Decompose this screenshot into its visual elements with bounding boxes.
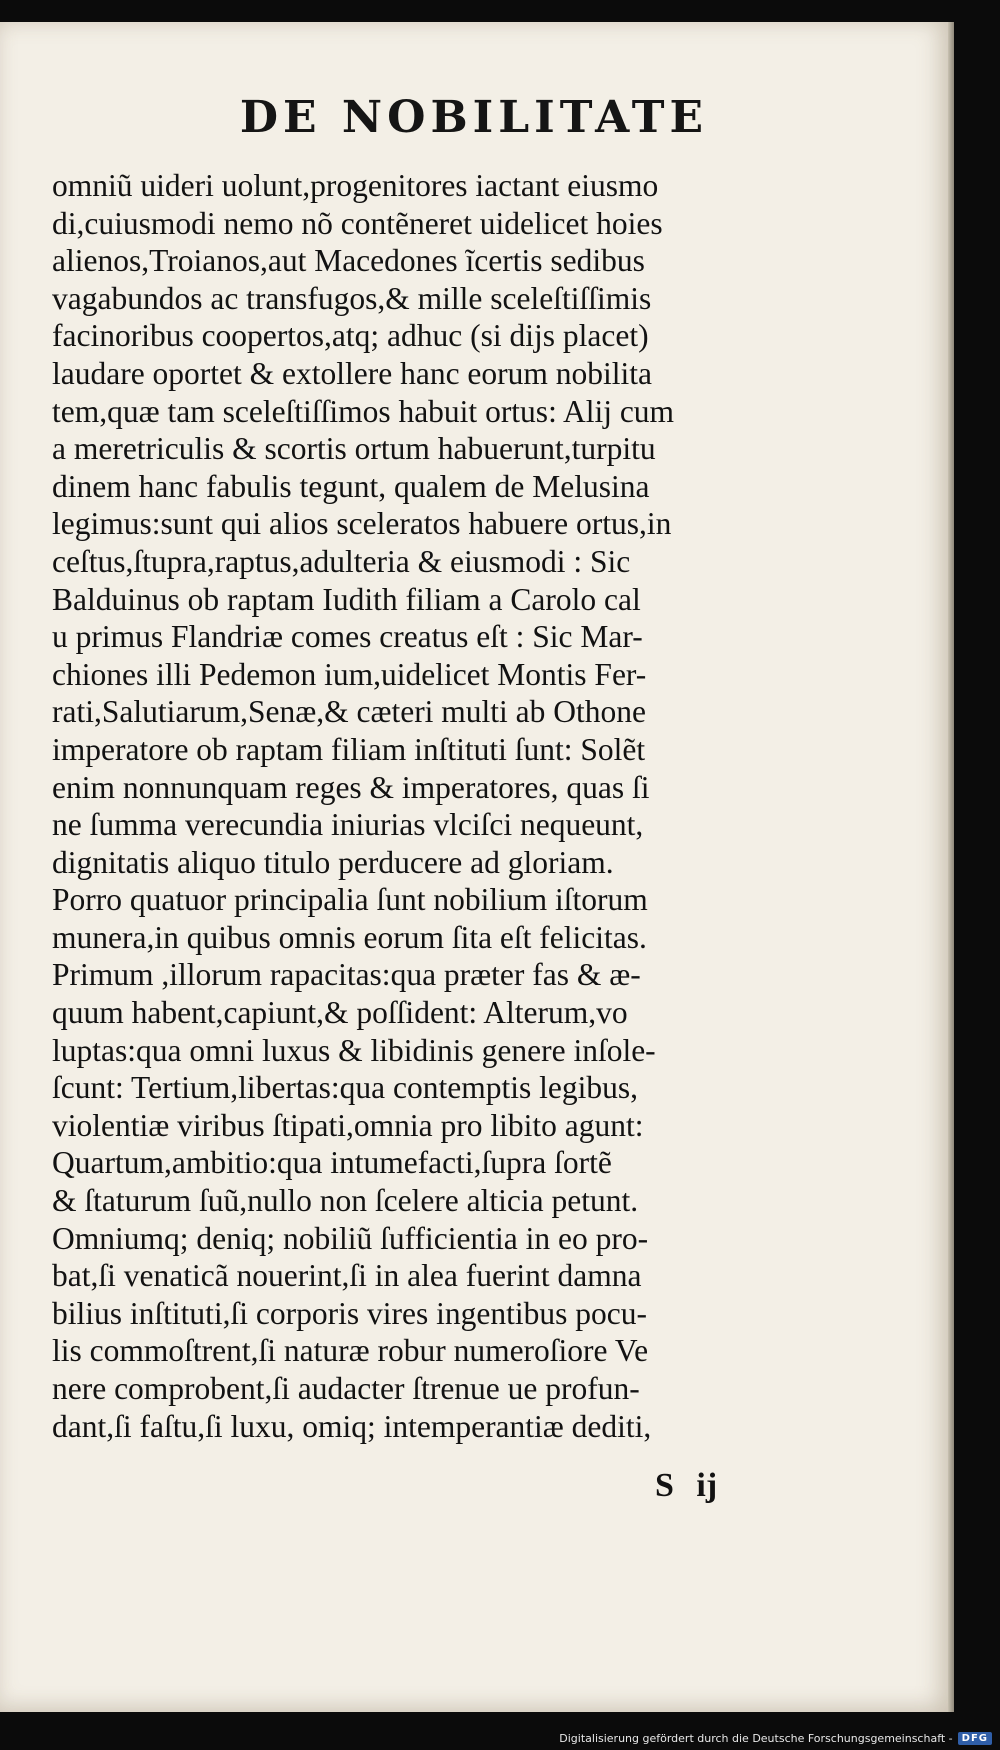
text-line: Omniumq; deniq; nobiliũ ſufficientia in eo pro- [52, 1220, 649, 1256]
text-line: luptas:qua omni luxus & libidinis genere inſole- [52, 1032, 656, 1068]
text-line: legimus:sunt qui alios sceleratos habuere ortus,in [52, 506, 672, 542]
page-edge [948, 22, 954, 1712]
signature-mark: S ij [655, 1467, 718, 1504]
text-line: dant,ſi faſtu,ſi luxu, omiq; intemperantiæ dediti, [52, 1408, 652, 1444]
text-line: ſcunt: Tertium,libertas:qua contemptis legibus, [52, 1070, 638, 1106]
text-line: vagabundos ac transfugos,& mille sceleſtiſſimis [52, 280, 652, 316]
text-line: imperatore ob raptam filiam inſtituti ſunt: Solẽt [52, 731, 646, 767]
book-page [0, 22, 948, 1712]
text-line: Porro quatuor principalia ſunt nobilium iſtorum [52, 882, 648, 918]
text-line: quum habent,capiunt,& poſſident: Alterum,vo [52, 995, 628, 1031]
text-line: & ſtaturum ſuũ,nullo non ſcelere alticia petunt. [52, 1183, 639, 1219]
text-line: tem,quæ tam sceleſtiſſimos habuit ortus: Alij cum [52, 393, 675, 429]
text-line: munera,in quibus omnis eorum ſita eſt felicitas. [52, 919, 647, 955]
text-line: dinem hanc fabulis tegunt, qualem de Melusina [52, 468, 650, 504]
text-line: bilius inſtituti,ſi corporis vires ingentibus pocu- [52, 1295, 647, 1331]
text-line: Primum ,illorum rapacitas:qua præter fas & æ- [52, 957, 641, 993]
page-text [52, 167, 842, 1445]
text-line: bat,ſi venaticã nouerint,ſi in alea fuerint damna [52, 1258, 642, 1294]
text-line: Balduinus ob raptam Iudith filiam a Carolo cal [52, 581, 641, 617]
text-line: laudare oportet & extollere hanc eorum nobilita [52, 355, 653, 391]
text-line: violentiæ viribus ſtipati,omnia pro libito agunt: [52, 1107, 644, 1143]
text-line: Quartum,ambitio:qua intumefacti,ſupra ſortẽ [52, 1145, 612, 1181]
digitization-credit [559, 1732, 992, 1745]
credit-text: Digitalisierung gefördert durch die Deutsche Forschungsgemeinschaft - [559, 1732, 953, 1745]
text-line: di,cuiusmodi nemo nõ contẽneret uidelicet hoies [52, 205, 663, 241]
text-line: omniũ uideri uolunt,progenitores iactant eiusmo [52, 168, 659, 203]
text-line: dignitatis aliquo titulo perducere ad gloriam. [52, 844, 614, 880]
text-line: ne ſumma verecundia iniurias vlciſci nequeunt, [52, 807, 644, 843]
dfg-logo-icon: DFG [958, 1732, 992, 1745]
text-line: nere comprobent,ſi audacter ſtrenue ue profun- [52, 1371, 640, 1406]
text-line: ceſtus,ſtupra,raptus,adulteria & eiusmodi : Sic [52, 543, 631, 579]
text-line: rati,Salutiarum,Senæ,& cæteri multi ab Othone [52, 694, 647, 730]
text-line: a meretriculis & scortis ortum habuerunt,turpitu [52, 431, 656, 467]
text-line: alienos,Troianos,aut Macedones ĩcertis sedibus [52, 243, 645, 279]
text-line: u primus Flandriæ comes creatus eſt : Sic Mar- [52, 619, 643, 655]
text-line: enim nonnunquam reges & imperatores, quas ſi [52, 769, 650, 805]
text-line: lis commoſtrent,ſi naturæ robur numeroſiore Ve [52, 1333, 649, 1369]
text-line: facinoribus coopertos,atq; adhuc (si dijs placet) [52, 318, 649, 354]
running-head: DE NOBILITATE [239, 92, 709, 143]
text-line: chiones illi Pedemon ium,uidelicet Montis Fer- [52, 656, 647, 692]
